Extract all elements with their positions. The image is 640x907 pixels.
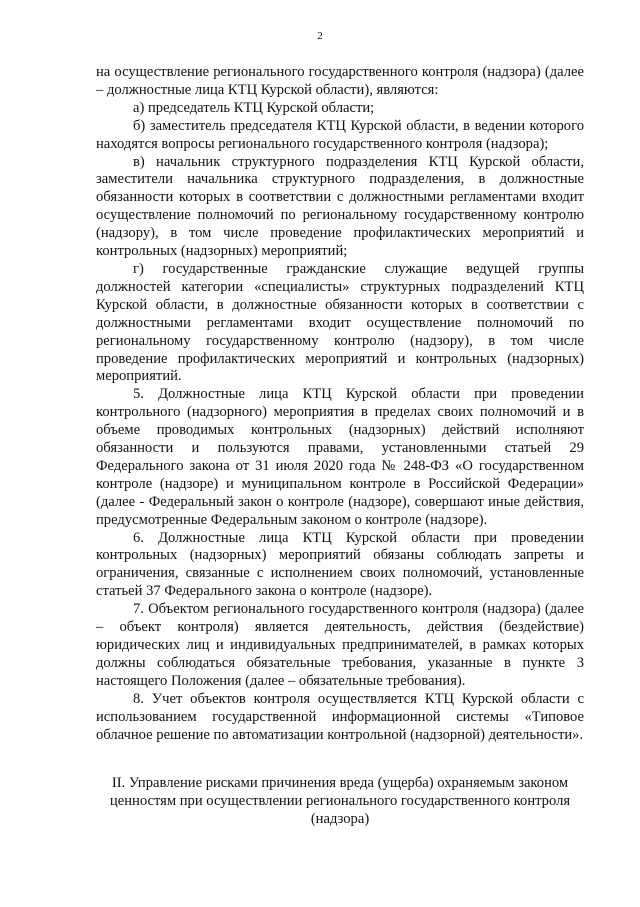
list-item-v: в) начальник структурного подразделения КТЦ Курской области, заместители начальника структурного подразделения, в должностные обязанности которых в соответствии с должностными регламентами входит осуществление полномочий по региональному государственному контролю (надзору), в том числе проведение профилактических мероприятий и контрольных (надзорных) мероприятий;: [96, 153, 584, 260]
clause-5: 5. Должностные лица КТЦ Курской области при проведении контрольного (надзорного) мероприятия в пределах своих полномочий и в объеме проводимых контрольных (надзорных) действий исполняют обязанности и пользуются правами, установленными статьей 29 Федерального закона от 31 июля 2020 года № 248-ФЗ «О государственном контроле (надзоре) и муниципальном контроле в Российской Федерации» (далее - Федеральный закон о контроле (надзоре), совершают иные действия, предусмотренные Федеральным законом о контроле (надзоре).: [96, 386, 584, 528]
section-heading: II. Управление рисками причинения вреда (ущерба) охраняемым законом ценностям при осуществлении регионального государственного контроля (надзора): [109, 775, 571, 827]
paragraph-continuation: на осуществление регионального государственного контроля (надзора) (далее – должностные лица КТЦ Курской области), являются:: [96, 64, 584, 98]
page-number: 2: [317, 30, 323, 42]
clause-6: 6. Должностные лица КТЦ Курской области при проведении контрольных (надзорных) мероприятий обязаны соблюдать запреты и ограничения, связанные с исполнением своих полномочий, установленные статьей 37 Федерального закона о контроле (надзоре).: [96, 529, 584, 600]
clause-8: 8. Учет объектов контроля осуществляется КТЦ Курской области с использованием государственной информационной системы «Типовое облачное решение по автоматизации контрольной (надзорной) деятельности».: [96, 690, 584, 743]
clause-7: 7. Объектом регионального государственного контроля (надзора) (далее – объект контроля) является деятельность, действия (бездействие) юридических лиц и индивидуальных предпринимателей, в рамках которых должны соблюдаться обязательные требования, указанные в пункте 3 настоящего Положения (далее – обязательные требования).: [96, 601, 584, 689]
list-item-a: а) председатель КТЦ Курской области;: [133, 99, 375, 116]
list-item-g: г) государственные гражданские служащие ведущей группы должностей категории «специалисты» структурных подразделений КТЦ Курской области, в должностные обязанности которых в соответствии с должностными регламентами входит осуществление полномочий по региональному государственному контролю (надзору), в том числе проведение профилактических мероприятий и контрольных (надзорных) мероприятий.: [96, 260, 584, 385]
list-item-b: б) заместитель председателя КТЦ Курской области, в ведении которого находятся вопросы регионального государственного контроля (надзора);: [96, 117, 584, 152]
document-body: [96, 64, 584, 744]
